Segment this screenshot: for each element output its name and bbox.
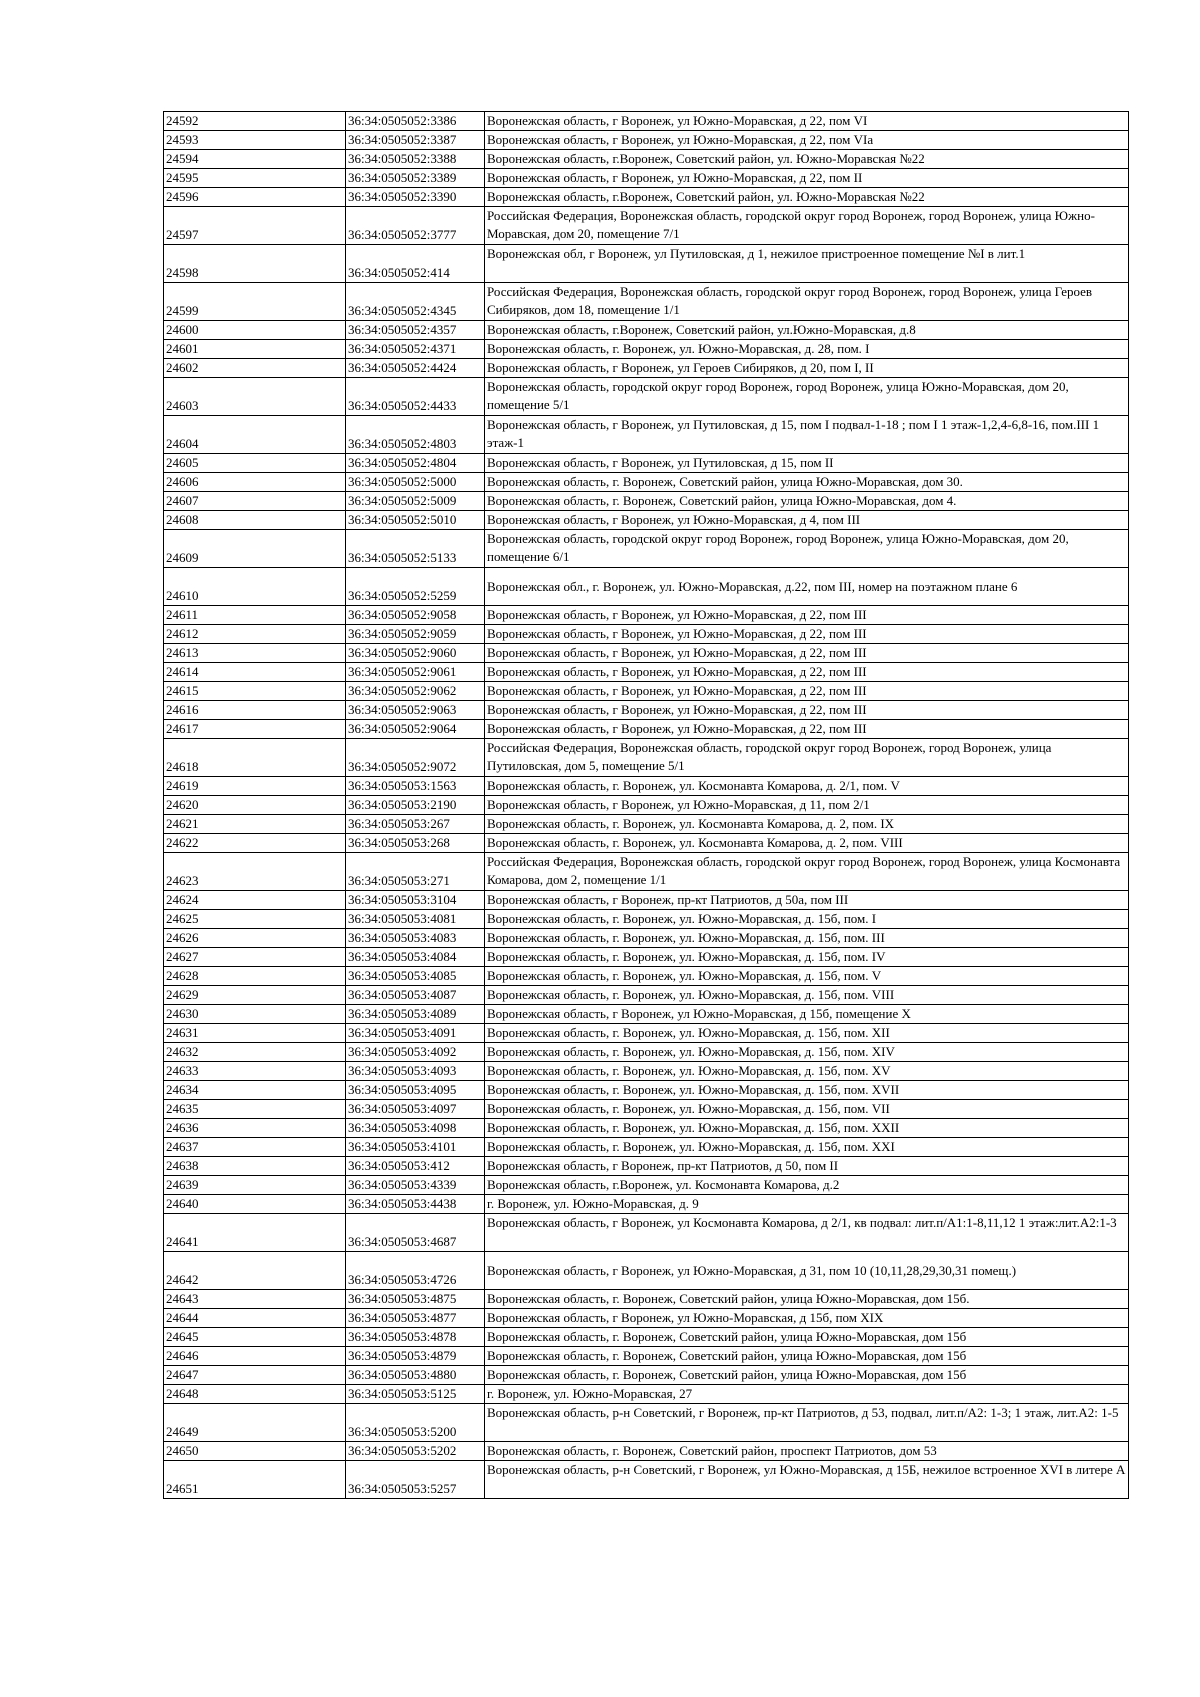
- row-number-cell: 24602: [164, 359, 346, 378]
- row-number-cell: 24593: [164, 131, 346, 150]
- cadastral-number-cell: 36:34:0505053:3104: [346, 891, 485, 910]
- cadastral-number-cell: 36:34:0505052:3388: [346, 150, 485, 169]
- address-cell: Воронежская область, г. Воронеж, ул. Южно-Моравская, д. 15б, пом. III: [485, 929, 1129, 948]
- address-cell: Воронежская область, г Воронеж, ул Южно-Моравская, д 4, пом III: [485, 511, 1129, 530]
- registry-table: [163, 111, 1129, 1499]
- cadastral-number-cell: 36:34:0505053:5257: [346, 1461, 485, 1499]
- cadastral-number-cell: 36:34:0505052:4357: [346, 321, 485, 340]
- cadastral-number-cell: 36:34:0505053:4093: [346, 1062, 485, 1081]
- address-cell: Воронежская область, г Воронеж, ул Южно-Моравская, д 22, пом II: [485, 169, 1129, 188]
- cadastral-number-cell: 36:34:0505053:4087: [346, 986, 485, 1005]
- table-row: [164, 644, 1129, 663]
- address-cell: Воронежская область, г Воронеж, ул Южно-Моравская, д 11, пом 2/1: [485, 796, 1129, 815]
- row-number-cell: 24606: [164, 473, 346, 492]
- row-number-cell: 24635: [164, 1100, 346, 1119]
- cadastral-number-cell: 36:34:0505053:4097: [346, 1100, 485, 1119]
- table-row: [164, 910, 1129, 929]
- row-number-cell: 24639: [164, 1176, 346, 1195]
- cadastral-number-cell: 36:34:0505052:9064: [346, 720, 485, 739]
- table-row: [164, 1081, 1129, 1100]
- table-row: [164, 1328, 1129, 1347]
- cadastral-number-cell: 36:34:0505053:4091: [346, 1024, 485, 1043]
- address-cell: Воронежская область, г.Воронеж, ул. Космонавта Комарова, д.2: [485, 1176, 1129, 1195]
- cadastral-number-cell: 36:34:0505053:4687: [346, 1214, 485, 1252]
- address-cell: Воронежская область, г Воронеж, ул Южно-Моравская, д 22, пом III: [485, 663, 1129, 682]
- row-number-cell: 24650: [164, 1442, 346, 1461]
- table-row: [164, 511, 1129, 530]
- address-cell: Российская Федерация, Воронежская область, городской округ город Воронеж, город Воронеж, улица Космонавта Комарова, дом 2, помещение 1/1: [485, 853, 1129, 891]
- address-cell: Воронежская область, городской округ город Воронеж, город Воронеж, улица Южно-Моравская, дом 20, помещение 5/1: [485, 378, 1129, 416]
- cadastral-number-cell: 36:34:0505053:4875: [346, 1290, 485, 1309]
- table-row: [164, 1366, 1129, 1385]
- address-cell: Воронежская область, г. Воронеж, ул. Южно-Моравская, д. 15б, пом. XII: [485, 1024, 1129, 1043]
- table-row: [164, 1461, 1129, 1499]
- address-cell: Воронежская область, г Воронеж, ул Путиловская, д 15, пом I подвал-1-18 ; пом I 1 этаж-1,2,4-6,8-16, пом.III 1 этаж-1: [485, 416, 1129, 454]
- row-number-cell: 24612: [164, 625, 346, 644]
- cadastral-number-cell: 36:34:0505052:414: [346, 245, 485, 283]
- table-row: [164, 1252, 1129, 1290]
- table-row: [164, 283, 1129, 321]
- table-row: [164, 530, 1129, 568]
- address-cell: Воронежская область, г Воронеж, пр-кт Патриотов, д 50, пом II: [485, 1157, 1129, 1176]
- address-cell: Воронежская область, г. Воронеж, ул. Южно-Моравская, д. 15б, пом. XIV: [485, 1043, 1129, 1062]
- row-number-cell: 24613: [164, 644, 346, 663]
- table-row: [164, 454, 1129, 473]
- cadastral-number-cell: 36:34:0505052:5259: [346, 568, 485, 606]
- cadastral-number-cell: 36:34:0505052:4803: [346, 416, 485, 454]
- row-number-cell: 24629: [164, 986, 346, 1005]
- address-cell: Воронежская обл., г. Воронеж, ул. Южно-Моравская, д.22, пом III, номер на поэтажном плане 6: [485, 568, 1129, 606]
- row-number-cell: 24651: [164, 1461, 346, 1499]
- address-cell: Воронежская область, г. Воронеж, ул. Южно-Моравская, д. 15б, пом. V: [485, 967, 1129, 986]
- cadastral-number-cell: 36:34:0505053:2190: [346, 796, 485, 815]
- table-row: [164, 492, 1129, 511]
- table-row: [164, 682, 1129, 701]
- table-row: [164, 777, 1129, 796]
- address-cell: Российская Федерация, Воронежская область, городской округ город Воронеж, город Воронеж, улица Путиловская, дом 5, помещение 5/1: [485, 739, 1129, 777]
- row-number-cell: 24642: [164, 1252, 346, 1290]
- table-row: [164, 1024, 1129, 1043]
- cadastral-number-cell: 36:34:0505053:4081: [346, 910, 485, 929]
- cadastral-number-cell: 36:34:0505053:4098: [346, 1119, 485, 1138]
- cadastral-number-cell: 36:34:0505052:9058: [346, 606, 485, 625]
- cadastral-number-cell: 36:34:0505053:4339: [346, 1176, 485, 1195]
- table-row: [164, 929, 1129, 948]
- row-number-cell: 24599: [164, 283, 346, 321]
- address-cell: Воронежская область, г. Воронеж, Советский район, улица Южно-Моравская, дом 4.: [485, 492, 1129, 511]
- table-row: [164, 416, 1129, 454]
- table-row: [164, 1005, 1129, 1024]
- cadastral-number-cell: 36:34:0505052:9072: [346, 739, 485, 777]
- cadastral-number-cell: 36:34:0505053:268: [346, 834, 485, 853]
- table-row: [164, 1043, 1129, 1062]
- table-row: [164, 891, 1129, 910]
- address-cell: Воронежская область, г. Воронеж, Советский район, улица Южно-Моравская, дом 30.: [485, 473, 1129, 492]
- cadastral-number-cell: 36:34:0505053:5125: [346, 1385, 485, 1404]
- address-cell: Воронежская область, г Воронеж, ул Южно-Моравская, д 15б, помещение X: [485, 1005, 1129, 1024]
- row-number-cell: 24595: [164, 169, 346, 188]
- address-cell: Воронежская область, г Воронеж, ул Южно-Моравская, д 22, пом III: [485, 606, 1129, 625]
- address-cell: Воронежская область, г. Воронеж, Советский район, проспект Патриотов, дом 53: [485, 1442, 1129, 1461]
- address-cell: Воронежская область, г Воронеж, ул Путиловская, д 15, пом II: [485, 454, 1129, 473]
- table-row: [164, 1290, 1129, 1309]
- row-number-cell: 24649: [164, 1404, 346, 1442]
- cadastral-number-cell: 36:34:0505052:4424: [346, 359, 485, 378]
- row-number-cell: 24600: [164, 321, 346, 340]
- row-number-cell: 24637: [164, 1138, 346, 1157]
- registry-table-body: [164, 112, 1129, 1499]
- cadastral-number-cell: 36:34:0505052:9061: [346, 663, 485, 682]
- row-number-cell: 24632: [164, 1043, 346, 1062]
- table-row: [164, 1119, 1129, 1138]
- address-cell: Воронежская область, г Воронеж, ул Южно-Моравская, д 22, пом III: [485, 644, 1129, 663]
- row-number-cell: 24603: [164, 378, 346, 416]
- address-cell: Воронежская область, г.Воронеж, Советский район, ул. Южно-Моравская №22: [485, 188, 1129, 207]
- cadastral-number-cell: 36:34:0505052:4804: [346, 454, 485, 473]
- table-row: [164, 1138, 1129, 1157]
- cadastral-number-cell: 36:34:0505052:3389: [346, 169, 485, 188]
- row-number-cell: 24648: [164, 1385, 346, 1404]
- row-number-cell: 24645: [164, 1328, 346, 1347]
- cadastral-number-cell: 36:34:0505053:4089: [346, 1005, 485, 1024]
- table-row: [164, 1442, 1129, 1461]
- address-cell: Воронежская область, г. Воронеж, Советский район, улица Южно-Моравская, дом 15б: [485, 1366, 1129, 1385]
- row-number-cell: 24628: [164, 967, 346, 986]
- cadastral-number-cell: 36:34:0505053:4726: [346, 1252, 485, 1290]
- table-row: [164, 169, 1129, 188]
- address-cell: Воронежская область, г Воронеж, ул Южно-Моравская, д 22, пом III: [485, 682, 1129, 701]
- table-row: [164, 188, 1129, 207]
- cadastral-number-cell: 36:34:0505052:5133: [346, 530, 485, 568]
- table-row: [164, 1062, 1129, 1081]
- address-cell: Воронежская область, г Воронеж, ул Южно-Моравская, д 22, пом III: [485, 701, 1129, 720]
- cadastral-number-cell: 36:34:0505053:4879: [346, 1347, 485, 1366]
- cadastral-number-cell: 36:34:0505052:9062: [346, 682, 485, 701]
- cadastral-number-cell: 36:34:0505052:3390: [346, 188, 485, 207]
- table-row: [164, 1176, 1129, 1195]
- table-row: [164, 207, 1129, 245]
- cadastral-number-cell: 36:34:0505053:5200: [346, 1404, 485, 1442]
- row-number-cell: 24596: [164, 188, 346, 207]
- address-cell: Воронежская область, г Воронеж, ул Южно-Моравская, д 22, пом VIa: [485, 131, 1129, 150]
- row-number-cell: 24633: [164, 1062, 346, 1081]
- row-number-cell: 24607: [164, 492, 346, 511]
- address-cell: Воронежская область, г Воронеж, пр-кт Патриотов, д 50а, пом III: [485, 891, 1129, 910]
- table-row: [164, 245, 1129, 283]
- row-number-cell: 24615: [164, 682, 346, 701]
- address-cell: г. Воронеж, ул. Южно-Моравская, д. 9: [485, 1195, 1129, 1214]
- table-row: [164, 112, 1129, 131]
- row-number-cell: 24623: [164, 853, 346, 891]
- row-number-cell: 24619: [164, 777, 346, 796]
- table-row: [164, 473, 1129, 492]
- address-cell: Воронежская область, г.Воронеж, Советский район, ул.Южно-Моравская, д.8: [485, 321, 1129, 340]
- row-number-cell: 24604: [164, 416, 346, 454]
- address-cell: Российская Федерация, Воронежская область, городской округ город Воронеж, город Воронеж, улица Южно-Моравская, дом 20, помещение 7/1: [485, 207, 1129, 245]
- address-cell: Воронежская область, г. Воронеж, Советский район, улица Южно-Моравская, дом 15б.: [485, 1290, 1129, 1309]
- address-cell: Воронежская область, г. Воронеж, Советский район, улица Южно-Моравская, дом 15б: [485, 1328, 1129, 1347]
- row-number-cell: 24631: [164, 1024, 346, 1043]
- table-row: [164, 986, 1129, 1005]
- row-number-cell: 24594: [164, 150, 346, 169]
- cadastral-number-cell: 36:34:0505052:5010: [346, 511, 485, 530]
- table-row: [164, 739, 1129, 777]
- table-row: [164, 720, 1129, 739]
- row-number-cell: 24605: [164, 454, 346, 473]
- table-row: [164, 378, 1129, 416]
- address-cell: Воронежская область, р-н Советский, г Воронеж, ул Южно-Моравская, д 15Б, нежилое встроенное XVI в литере А: [485, 1461, 1129, 1499]
- cadastral-number-cell: 36:34:0505053:4101: [346, 1138, 485, 1157]
- table-row: [164, 340, 1129, 359]
- table-row: [164, 625, 1129, 644]
- address-cell: Воронежская область, г Воронеж, ул Южно-Моравская, д 31, пом 10 (10,11,28,29,30,31 помещ.): [485, 1252, 1129, 1290]
- address-cell: Российская Федерация, Воронежская область, городской округ город Воронеж, город Воронеж, улица Героев Сибиряков, дом 18, помещение 1/1: [485, 283, 1129, 321]
- row-number-cell: 24617: [164, 720, 346, 739]
- row-number-cell: 24616: [164, 701, 346, 720]
- address-cell: Воронежская область, г Воронеж, ул Космонавта Комарова, д 2/1, кв подвал: лит.п/А1:1-8,11,12 1 этаж:лит.А2:1-3: [485, 1214, 1129, 1252]
- cadastral-number-cell: 36:34:0505052:9063: [346, 701, 485, 720]
- cadastral-number-cell: 36:34:0505053:4877: [346, 1309, 485, 1328]
- table-row: [164, 150, 1129, 169]
- address-cell: Воронежская область, г. Воронеж, ул. Южно-Моравская, д. 15б, пом. XXII: [485, 1119, 1129, 1138]
- table-row: [164, 1100, 1129, 1119]
- row-number-cell: 24634: [164, 1081, 346, 1100]
- table-row: [164, 568, 1129, 606]
- cadastral-number-cell: 36:34:0505053:412: [346, 1157, 485, 1176]
- row-number-cell: 24641: [164, 1214, 346, 1252]
- cadastral-number-cell: 36:34:0505053:4092: [346, 1043, 485, 1062]
- row-number-cell: 24610: [164, 568, 346, 606]
- cadastral-number-cell: 36:34:0505053:4084: [346, 948, 485, 967]
- table-row: [164, 1385, 1129, 1404]
- address-cell: Воронежская область, г. Воронеж, ул. Космонавта Комарова, д. 2/1, пом. V: [485, 777, 1129, 796]
- address-cell: Воронежская область, г Воронеж, ул Южно-Моравская, д 15б, пом XIX: [485, 1309, 1129, 1328]
- row-number-cell: 24626: [164, 929, 346, 948]
- row-number-cell: 24640: [164, 1195, 346, 1214]
- cadastral-number-cell: 36:34:0505053:5202: [346, 1442, 485, 1461]
- row-number-cell: 24614: [164, 663, 346, 682]
- row-number-cell: 24608: [164, 511, 346, 530]
- cadastral-number-cell: 36:34:0505053:267: [346, 815, 485, 834]
- address-cell: Воронежская область, г Воронеж, ул Южно-Моравская, д 22, пом VI: [485, 112, 1129, 131]
- address-cell: Воронежская область, г. Воронеж, ул. Южно-Моравская, д. 15б, пом. XVII: [485, 1081, 1129, 1100]
- address-cell: Воронежская область, городской округ город Воронеж, город Воронеж, улица Южно-Моравская, дом 20, помещение 6/1: [485, 530, 1129, 568]
- row-number-cell: 24621: [164, 815, 346, 834]
- address-cell: Воронежская область, г. Воронеж, ул. Южно-Моравская, д. 15б, пом. VIII: [485, 986, 1129, 1005]
- table-row: [164, 815, 1129, 834]
- row-number-cell: 24625: [164, 910, 346, 929]
- table-row: [164, 834, 1129, 853]
- table-row: [164, 1347, 1129, 1366]
- table-row: [164, 1404, 1129, 1442]
- address-cell: Воронежская область, г Воронеж, ул Южно-Моравская, д 22, пом III: [485, 720, 1129, 739]
- row-number-cell: 24622: [164, 834, 346, 853]
- table-row: [164, 948, 1129, 967]
- row-number-cell: 24644: [164, 1309, 346, 1328]
- address-cell: Воронежская область, г. Воронеж, ул. Космонавта Комарова, д. 2, пом. VIII: [485, 834, 1129, 853]
- cadastral-number-cell: 36:34:0505052:3777: [346, 207, 485, 245]
- cadastral-number-cell: 36:34:0505053:4880: [346, 1366, 485, 1385]
- cadastral-number-cell: 36:34:0505052:4371: [346, 340, 485, 359]
- table-row: [164, 1309, 1129, 1328]
- table-row: [164, 1157, 1129, 1176]
- row-number-cell: 24627: [164, 948, 346, 967]
- address-cell: Воронежская область, г. Воронеж, ул. Южно-Моравская, д. 15б, пом. VII: [485, 1100, 1129, 1119]
- address-cell: Воронежская область, г. Воронеж, ул. Южно-Моравская, д. 15б, пом. XV: [485, 1062, 1129, 1081]
- row-number-cell: 24609: [164, 530, 346, 568]
- cadastral-number-cell: 36:34:0505052:5009: [346, 492, 485, 511]
- address-cell: Воронежская обл, г Воронеж, ул Путиловская, д 1, нежилое пристроенное помещение №I в лит.1: [485, 245, 1129, 283]
- row-number-cell: 24618: [164, 739, 346, 777]
- row-number-cell: 24592: [164, 112, 346, 131]
- table-row: [164, 1195, 1129, 1214]
- cadastral-number-cell: 36:34:0505053:271: [346, 853, 485, 891]
- cadastral-number-cell: 36:34:0505052:5000: [346, 473, 485, 492]
- cadastral-number-cell: 36:34:0505053:4083: [346, 929, 485, 948]
- table-row: [164, 359, 1129, 378]
- row-number-cell: 24647: [164, 1366, 346, 1385]
- address-cell: Воронежская область, г. Воронеж, ул. Южно-Моравская, д. 28, пом. I: [485, 340, 1129, 359]
- row-number-cell: 24643: [164, 1290, 346, 1309]
- cadastral-number-cell: 36:34:0505053:4095: [346, 1081, 485, 1100]
- address-cell: Воронежская область, г.Воронеж, Советский район, ул. Южно-Моравская №22: [485, 150, 1129, 169]
- row-number-cell: 24601: [164, 340, 346, 359]
- table-row: [164, 606, 1129, 625]
- cadastral-number-cell: 36:34:0505052:9060: [346, 644, 485, 663]
- table-row: [164, 853, 1129, 891]
- cadastral-number-cell: 36:34:0505053:1563: [346, 777, 485, 796]
- address-cell: Воронежская область, г. Воронеж, ул. Южно-Моравская, д. 15б, пом. XXI: [485, 1138, 1129, 1157]
- address-cell: Воронежская область, г. Воронеж, Советский район, улица Южно-Моравская, дом 15б: [485, 1347, 1129, 1366]
- cadastral-number-cell: 36:34:0505052:3386: [346, 112, 485, 131]
- address-cell: Воронежская область, г. Воронеж, ул. Космонавта Комарова, д. 2, пом. IX: [485, 815, 1129, 834]
- cadastral-number-cell: 36:34:0505052:4345: [346, 283, 485, 321]
- cadastral-number-cell: 36:34:0505053:4438: [346, 1195, 485, 1214]
- table-row: [164, 131, 1129, 150]
- table-row: [164, 1214, 1129, 1252]
- table-row: [164, 321, 1129, 340]
- cadastral-number-cell: 36:34:0505052:3387: [346, 131, 485, 150]
- cadastral-number-cell: 36:34:0505053:4085: [346, 967, 485, 986]
- row-number-cell: 24636: [164, 1119, 346, 1138]
- address-cell: г. Воронеж, ул. Южно-Моравская, 27: [485, 1385, 1129, 1404]
- table-row: [164, 663, 1129, 682]
- cadastral-number-cell: 36:34:0505052:9059: [346, 625, 485, 644]
- table-row: [164, 796, 1129, 815]
- address-cell: Воронежская область, г Воронеж, ул Героев Сибиряков, д 20, пом I, II: [485, 359, 1129, 378]
- row-number-cell: 24597: [164, 207, 346, 245]
- row-number-cell: 24598: [164, 245, 346, 283]
- cadastral-number-cell: 36:34:0505053:4878: [346, 1328, 485, 1347]
- row-number-cell: 24646: [164, 1347, 346, 1366]
- address-cell: Воронежская область, р-н Советский, г Воронеж, пр-кт Патриотов, д 53, подвал, лит.п/А2: 1-3; 1 этаж, лит.А2: 1-5: [485, 1404, 1129, 1442]
- table-row: [164, 967, 1129, 986]
- row-number-cell: 24630: [164, 1005, 346, 1024]
- row-number-cell: 24620: [164, 796, 346, 815]
- cadastral-number-cell: 36:34:0505052:4433: [346, 378, 485, 416]
- row-number-cell: 24611: [164, 606, 346, 625]
- table-row: [164, 701, 1129, 720]
- address-cell: Воронежская область, г. Воронеж, ул. Южно-Моравская, д. 15б, пом. IV: [485, 948, 1129, 967]
- row-number-cell: 24624: [164, 891, 346, 910]
- address-cell: Воронежская область, г. Воронеж, ул. Южно-Моравская, д. 15б, пом. I: [485, 910, 1129, 929]
- address-cell: Воронежская область, г Воронеж, ул Южно-Моравская, д 22, пом III: [485, 625, 1129, 644]
- row-number-cell: 24638: [164, 1157, 346, 1176]
